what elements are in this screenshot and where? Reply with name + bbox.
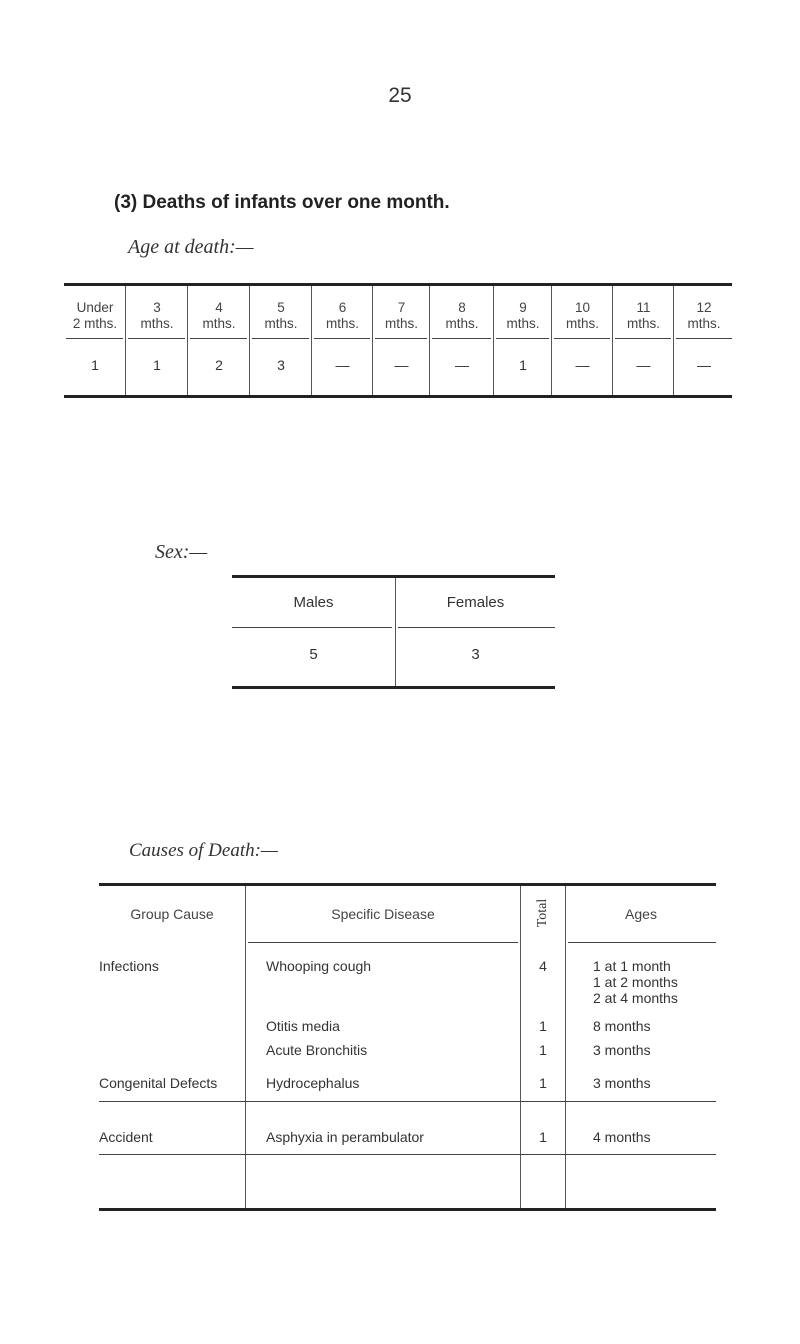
ages-cell: 4 months [593, 1129, 651, 1145]
age-count-cell: — [394, 357, 409, 373]
males-header: Males [293, 594, 334, 611]
age-count-cell: — [636, 357, 651, 373]
total-cell: 4 [539, 958, 547, 974]
age-col-header: Under 2 mths. [72, 300, 118, 331]
age-heading: Age at death:— [128, 236, 254, 258]
age-col-header: 3 mths. [140, 300, 174, 331]
females-header: Females [446, 594, 505, 611]
age-col-header: 6 mths. [325, 300, 359, 331]
ages-header: Ages [625, 906, 657, 922]
total-cell: 1 [539, 1129, 547, 1145]
disease-cell: Acute Bronchitis [266, 1042, 368, 1058]
group-cause-cell: Infections [99, 958, 159, 974]
sex-heading: Sex:— [155, 541, 208, 563]
page-number: 25 [388, 84, 412, 107]
disease-cell: Hydrocephalus [266, 1075, 360, 1091]
group-cause-header: Group Cause [130, 906, 214, 922]
age-count-cell: — [697, 357, 711, 373]
ages-cell: 3 months [593, 1042, 651, 1058]
age-col-header: 7 mths. [384, 300, 418, 331]
group-cause-cell: Accident [99, 1129, 153, 1145]
age-count-cell: 3 [277, 357, 285, 373]
total-cell: 1 [539, 1018, 547, 1034]
age-count-cell: — [455, 357, 469, 373]
total-header: Total [535, 898, 550, 928]
age-col-header: 10 mths. [565, 300, 599, 331]
total-cell: 1 [539, 1042, 547, 1058]
section-title: (3) Deaths of infants over one month. [114, 192, 450, 213]
ages-cell: 8 months [593, 1018, 651, 1034]
age-count-cell: — [575, 357, 590, 373]
group-cause-cell: Congenital Defects [99, 1075, 218, 1091]
age-count-cell: 2 [215, 357, 223, 373]
age-col-header: 11 mths. [626, 300, 660, 331]
age-col-header: 5 mths. [264, 300, 298, 331]
disease-cell: Otitis media [266, 1018, 340, 1034]
specific-disease-header: Specific Disease [331, 906, 435, 922]
disease-cell: Whooping cough [266, 958, 372, 974]
disease-cell: Asphyxia in perambulator [266, 1129, 424, 1145]
females-count: 3 [471, 646, 480, 663]
age-col-header: 9 mths. [506, 300, 540, 331]
age-count-cell: 1 [519, 357, 527, 373]
age-count-cell: — [335, 357, 350, 373]
age-count-cell: 1 [91, 357, 99, 373]
males-count: 5 [309, 646, 318, 663]
ages-cell: 3 months [593, 1075, 651, 1091]
age-col-header: 12 mths. [687, 300, 721, 331]
age-count-cell: 1 [153, 357, 161, 373]
age-col-header: 8 mths. [445, 300, 479, 331]
causes-heading: Causes of Death:— [129, 840, 278, 861]
ages-cell: 1 at 1 month 1 at 2 months 2 at 4 months [593, 958, 678, 1006]
total-cell: 1 [539, 1075, 547, 1091]
age-col-header: 4 mths. [202, 300, 236, 331]
